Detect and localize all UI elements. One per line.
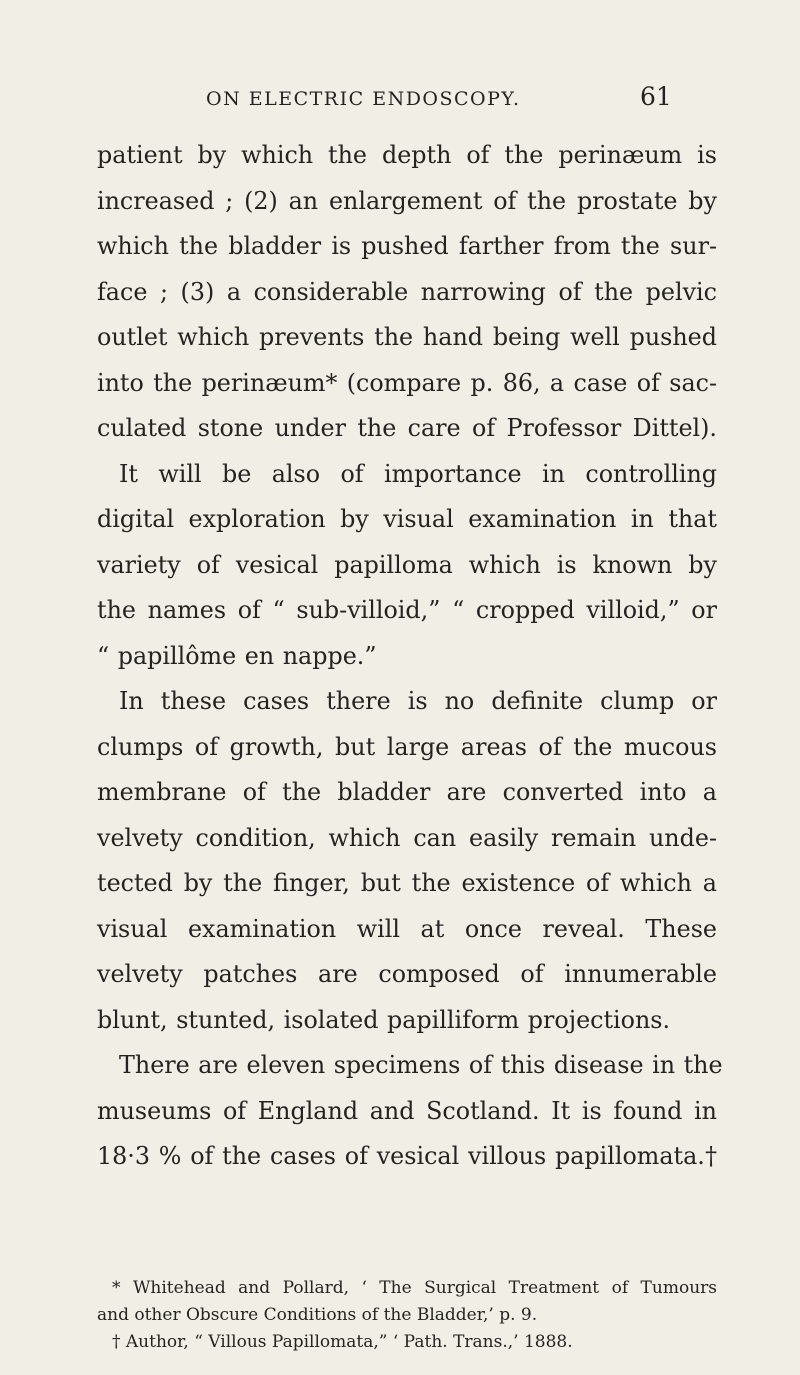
text-line: velvety condition, which can easily remain unde-	[97, 823, 717, 852]
text-line: clumps of growth, but large areas of the mucous	[97, 732, 717, 761]
text-line: patient by which the depth of the perinæum is	[97, 141, 717, 169]
footnote-line: † Author, “ Villous Papillomata,” ‘ Path. Trans.,’ 1888.	[112, 1332, 573, 1352]
text-line: velvety patches are composed of innumerable	[97, 960, 717, 988]
text-line: into the perinæum* (compare p. 86, a case of sac-	[97, 368, 717, 397]
text-line: blunt, stunted, isolated papilliform projections.	[97, 1005, 671, 1034]
text-line: visual examination will at once reveal. These	[97, 914, 717, 943]
text-line: variety of vesical papilloma which is known by	[97, 550, 717, 579]
text-line: digital exploration by visual examination in that	[97, 505, 717, 533]
text-line: increased ; (2) an enlargement of the prostate by	[97, 186, 717, 215]
text-line: face ; (3) a considerable narrowing of the pelvic	[97, 277, 717, 306]
footnotes	[97, 1275, 717, 1356]
footnote-line: and other Obscure Conditions of the Bladder,’ p. 9.	[97, 1305, 538, 1325]
body-text	[97, 133, 723, 1180]
text-line: the names of “ sub-villoid,” “ cropped villoid,” or	[97, 596, 717, 624]
text-line: which the bladder is pushed farther from the sur-	[97, 232, 717, 260]
footnote-line: * Whitehead and Pollard, ‘ The Surgical Treatment of Tumours	[112, 1278, 717, 1298]
text-line: It will be also of importance in controlling	[119, 459, 717, 488]
text-line: “ papillôme en nappe.”	[97, 641, 377, 670]
text-line: culated stone under the care of Professor Dittel).	[97, 414, 717, 442]
text-line: tected by the finger, but the existence of which a	[97, 869, 717, 897]
text-line: In these cases there is no definite clump or	[119, 687, 717, 715]
text-line: outlet which prevents the hand being well pushed	[97, 323, 717, 351]
page-number: 61	[640, 82, 672, 111]
text-line: museums of England and Scotland. It is found in	[97, 1096, 717, 1125]
text-line: membrane of the bladder are converted into a	[97, 778, 717, 806]
text-line: 18·3 % of the cases of vesical villous papillomata.†	[97, 1142, 717, 1170]
text-line: There are eleven specimens of this disease in the	[119, 1051, 723, 1079]
running-title: ON ELECTRIC ENDOSCOPY.	[206, 88, 521, 110]
